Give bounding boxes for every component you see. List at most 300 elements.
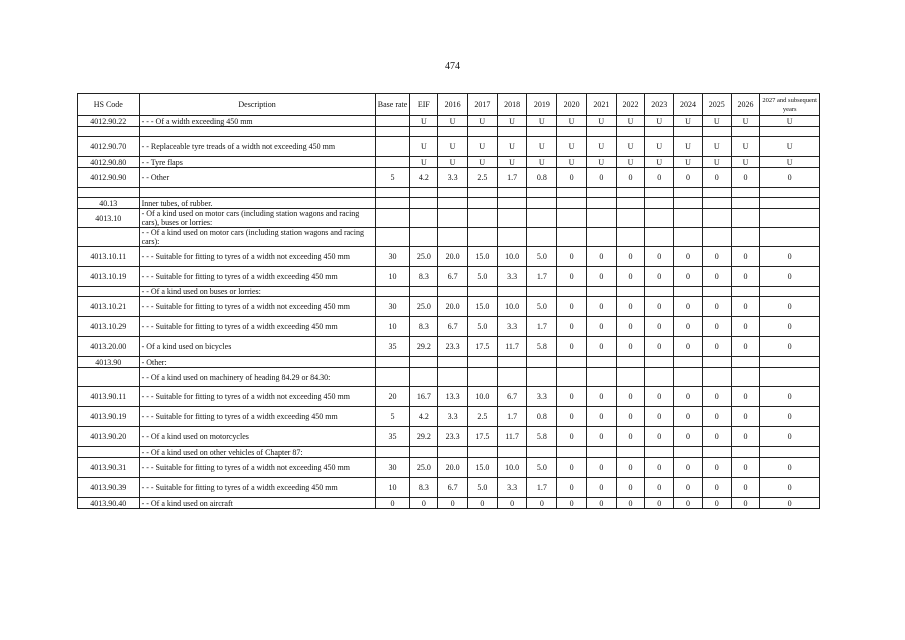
rate-cell: 10.0	[497, 458, 527, 478]
rate-cell: 6.7	[497, 387, 527, 407]
table-row	[78, 407, 820, 427]
rate-cell	[645, 287, 674, 297]
rate-cell: 0	[645, 387, 674, 407]
rate-cell	[410, 127, 438, 137]
hs-code-cell: 4013.90.20	[78, 427, 140, 447]
rate-cell	[645, 447, 674, 458]
rate-cell: 0	[674, 247, 703, 267]
header-2017: 2017	[467, 94, 497, 116]
rate-cell	[410, 447, 438, 458]
rate-cell: 0	[557, 407, 587, 427]
rate-cell	[557, 447, 587, 458]
table-row	[78, 198, 820, 209]
rate-cell: 0	[616, 478, 645, 498]
rate-cell: 0	[616, 297, 645, 317]
rate-cell: U	[557, 137, 587, 157]
hs-code-cell: 4013.90.40	[78, 498, 140, 509]
base-rate-cell: 35	[375, 337, 410, 357]
rate-cell: 0	[645, 427, 674, 447]
rate-cell	[438, 188, 468, 198]
description-cell: - Of a kind used on bicycles	[139, 337, 375, 357]
rate-cell	[438, 198, 468, 209]
hs-code-cell	[78, 228, 140, 247]
rate-cell: U	[586, 157, 616, 168]
rate-cell	[527, 198, 557, 209]
rate-cell: 4.2	[410, 168, 438, 188]
rate-cell	[674, 228, 703, 247]
rate-cell: 2.5	[467, 407, 497, 427]
rate-cell: 0	[645, 168, 674, 188]
rate-cell: 11.7	[497, 337, 527, 357]
rate-cell: U	[527, 116, 557, 127]
rate-cell	[731, 188, 760, 198]
rate-cell: 0	[557, 168, 587, 188]
rate-cell: 10.0	[497, 247, 527, 267]
rate-cell: 17.5	[467, 337, 497, 357]
rate-cell: 5.0	[467, 317, 497, 337]
rate-cell: 0	[645, 297, 674, 317]
rate-cell: 0	[586, 168, 616, 188]
rate-cell	[674, 357, 703, 368]
rate-cell: 0	[702, 267, 731, 287]
hs-code-cell: 4013.90.39	[78, 478, 140, 498]
base-rate-cell: 5	[375, 407, 410, 427]
rate-cell	[674, 287, 703, 297]
table-row	[78, 478, 820, 498]
rate-cell	[497, 447, 527, 458]
rate-cell	[527, 287, 557, 297]
description-cell: - - - Suitable for fitting to tyres of a width not exceeding 450 mm	[139, 297, 375, 317]
rate-cell	[527, 357, 557, 368]
rate-cell: 0	[702, 247, 731, 267]
header-description: Description	[139, 94, 375, 116]
description-cell: - - Of a kind used on motorcycles	[139, 427, 375, 447]
rate-cell	[702, 447, 731, 458]
base-rate-cell: 30	[375, 458, 410, 478]
rate-cell: 0	[645, 478, 674, 498]
rate-cell	[557, 228, 587, 247]
rate-cell: 0	[557, 317, 587, 337]
rate-cell: 0	[760, 407, 820, 427]
rate-cell: 0	[467, 498, 497, 509]
table-row	[78, 337, 820, 357]
rate-cell: 0.8	[527, 407, 557, 427]
rate-cell: U	[616, 116, 645, 127]
rate-cell	[674, 198, 703, 209]
base-rate-cell: 30	[375, 247, 410, 267]
rate-cell: 20.0	[438, 458, 468, 478]
rate-cell	[731, 357, 760, 368]
hs-code-cell	[78, 447, 140, 458]
table-row	[78, 447, 820, 458]
rate-cell: 0	[557, 337, 587, 357]
rate-cell	[467, 357, 497, 368]
rate-cell	[674, 368, 703, 387]
table-row	[78, 287, 820, 297]
rate-cell	[410, 188, 438, 198]
rate-cell	[557, 209, 587, 228]
rate-cell: 23.3	[438, 337, 468, 357]
rate-cell	[645, 357, 674, 368]
rate-cell	[645, 198, 674, 209]
rate-cell	[760, 368, 820, 387]
rate-cell: 0	[616, 267, 645, 287]
rate-cell: U	[438, 116, 468, 127]
hs-code-cell: 4012.90.22	[78, 116, 140, 127]
rate-cell: 0	[586, 317, 616, 337]
rate-cell: 0	[557, 478, 587, 498]
rate-cell	[527, 127, 557, 137]
rate-cell: 0	[616, 387, 645, 407]
rate-cell	[557, 127, 587, 137]
rate-cell: 3.3	[497, 317, 527, 337]
base-rate-cell	[375, 188, 410, 198]
rate-cell: 10.0	[497, 297, 527, 317]
rate-cell	[731, 127, 760, 137]
rate-cell: 0	[702, 168, 731, 188]
base-rate-cell	[375, 447, 410, 458]
rate-cell: 0	[731, 317, 760, 337]
rate-cell: U	[467, 116, 497, 127]
table-row	[78, 127, 820, 137]
description-cell: - - - Suitable for fitting to tyres of a width not exceeding 450 mm	[139, 387, 375, 407]
rate-cell: U	[760, 137, 820, 157]
header-2025: 2025	[702, 94, 731, 116]
rate-cell: 0	[557, 297, 587, 317]
hs-code-cell: 4013.10.29	[78, 317, 140, 337]
rate-cell: 0	[674, 168, 703, 188]
rate-cell: 0	[586, 247, 616, 267]
rate-cell	[702, 198, 731, 209]
rate-cell: 0	[731, 168, 760, 188]
description-cell: - - - Suitable for fitting to tyres of a width exceeding 450 mm	[139, 478, 375, 498]
rate-cell: 3.3	[497, 478, 527, 498]
rate-cell	[586, 209, 616, 228]
table-row	[78, 168, 820, 188]
hs-code-cell: 40.13	[78, 198, 140, 209]
rate-cell: 16.7	[410, 387, 438, 407]
rate-cell	[616, 209, 645, 228]
rate-cell: 0	[586, 407, 616, 427]
rate-cell: 0	[616, 498, 645, 509]
rate-cell	[674, 188, 703, 198]
rate-cell: 0	[616, 337, 645, 357]
rate-cell	[467, 287, 497, 297]
rate-cell: 0	[731, 407, 760, 427]
rate-cell	[557, 188, 587, 198]
rate-cell: 0	[645, 337, 674, 357]
description-cell: - - Of a kind used on buses or lorries:	[139, 287, 375, 297]
rate-cell: 4.2	[410, 407, 438, 427]
rate-cell	[467, 188, 497, 198]
rate-cell	[410, 228, 438, 247]
rate-cell: U	[616, 137, 645, 157]
description-cell: - Of a kind used on motor cars (including station wagons and racing cars), buses or lorries:	[139, 209, 375, 228]
rate-cell: 0	[731, 267, 760, 287]
rate-cell: 25.0	[410, 297, 438, 317]
rate-cell: 1.7	[527, 478, 557, 498]
rate-cell: U	[557, 157, 587, 168]
table-row	[78, 116, 820, 127]
rate-cell: 0	[674, 458, 703, 478]
header-2021: 2021	[586, 94, 616, 116]
rate-cell: 3.3	[438, 407, 468, 427]
rate-cell: 29.2	[410, 427, 438, 447]
rate-cell	[438, 287, 468, 297]
rate-cell: U	[467, 137, 497, 157]
table-row	[78, 267, 820, 287]
rate-cell	[731, 447, 760, 458]
base-rate-cell	[375, 198, 410, 209]
rate-cell: 0	[731, 297, 760, 317]
rate-cell: 0	[438, 498, 468, 509]
rate-cell: 0	[760, 387, 820, 407]
rate-cell: 0	[674, 387, 703, 407]
rate-cell: 20.0	[438, 297, 468, 317]
rate-cell	[586, 287, 616, 297]
rate-cell: 0	[586, 267, 616, 287]
rate-cell: 11.7	[497, 427, 527, 447]
rate-cell	[410, 287, 438, 297]
rate-cell	[497, 357, 527, 368]
rate-cell	[438, 209, 468, 228]
rate-cell: 0	[731, 478, 760, 498]
rate-cell: 0	[702, 407, 731, 427]
header-2020: 2020	[557, 94, 587, 116]
table-row	[78, 498, 820, 509]
rate-cell	[760, 447, 820, 458]
rate-cell	[438, 447, 468, 458]
header-base-rate: Base rate	[375, 94, 410, 116]
header-2018: 2018	[497, 94, 527, 116]
rate-cell	[557, 287, 587, 297]
hs-code-cell: 4013.10.19	[78, 267, 140, 287]
rate-cell: 0	[702, 427, 731, 447]
hs-code-cell: 4013.20.00	[78, 337, 140, 357]
rate-cell: 0	[616, 247, 645, 267]
rate-cell	[702, 228, 731, 247]
rate-cell: 3.3	[438, 168, 468, 188]
rate-cell: 0	[702, 387, 731, 407]
rate-cell: 0	[760, 247, 820, 267]
rate-cell: U	[586, 116, 616, 127]
rate-cell: U	[557, 116, 587, 127]
rate-cell	[438, 127, 468, 137]
rate-cell	[527, 368, 557, 387]
rate-cell	[467, 368, 497, 387]
rate-cell	[760, 188, 820, 198]
base-rate-cell: 35	[375, 427, 410, 447]
hs-code-cell: 4013.10.11	[78, 247, 140, 267]
description-cell: - - Of a kind used on motor cars (including station wagons and racing cars):	[139, 228, 375, 247]
rate-cell: 3.3	[497, 267, 527, 287]
rate-cell: 0	[674, 407, 703, 427]
rate-cell: 15.0	[467, 297, 497, 317]
rate-cell: 10.0	[467, 387, 497, 407]
rate-cell: 0	[674, 498, 703, 509]
rate-cell: 5.0	[527, 247, 557, 267]
rate-cell: 20.0	[438, 247, 468, 267]
rate-cell: U	[616, 157, 645, 168]
rate-cell: 17.5	[467, 427, 497, 447]
base-rate-cell: 30	[375, 297, 410, 317]
rate-cell	[616, 127, 645, 137]
tariff-schedule-table	[77, 93, 820, 509]
description-cell: - - - Suitable for fitting to tyres of a width exceeding 450 mm	[139, 407, 375, 427]
rate-cell	[760, 228, 820, 247]
rate-cell: U	[497, 137, 527, 157]
rate-cell: 0	[586, 427, 616, 447]
rate-cell	[616, 188, 645, 198]
header-2026: 2026	[731, 94, 760, 116]
hs-code-cell: 4013.90.19	[78, 407, 140, 427]
hs-code-cell: 4012.90.70	[78, 137, 140, 157]
table-row	[78, 357, 820, 368]
header-hs-code: HS Code	[78, 94, 140, 116]
base-rate-cell: 10	[375, 267, 410, 287]
rate-cell: 1.7	[527, 317, 557, 337]
rate-cell: 5.0	[467, 478, 497, 498]
rate-cell	[497, 127, 527, 137]
rate-cell: U	[586, 137, 616, 157]
hs-code-cell	[78, 127, 140, 137]
rate-cell: 0	[760, 297, 820, 317]
rate-cell	[702, 127, 731, 137]
description-cell	[139, 188, 375, 198]
rate-cell: 0	[731, 247, 760, 267]
rate-cell	[438, 368, 468, 387]
rate-cell: 0	[760, 317, 820, 337]
description-cell: - - Of a kind used on machinery of heading 84.29 or 84.30:	[139, 368, 375, 387]
rate-cell: 0	[557, 267, 587, 287]
description-cell: - - Of a kind used on other vehicles of Chapter 87:	[139, 447, 375, 458]
rate-cell: 23.3	[438, 427, 468, 447]
rate-cell: U	[760, 157, 820, 168]
rate-cell: U	[674, 116, 703, 127]
base-rate-cell: 5	[375, 168, 410, 188]
header-2024: 2024	[674, 94, 703, 116]
rate-cell	[760, 209, 820, 228]
rate-cell: 0	[586, 458, 616, 478]
header-2023: 2023	[645, 94, 674, 116]
rate-cell: 0	[760, 458, 820, 478]
rate-cell: 25.0	[410, 247, 438, 267]
rate-cell: U	[438, 157, 468, 168]
rate-cell: 0	[616, 407, 645, 427]
rate-cell: 0	[702, 337, 731, 357]
rate-cell	[467, 198, 497, 209]
description-cell: - Other:	[139, 357, 375, 368]
rate-cell	[760, 127, 820, 137]
rate-cell: 0	[497, 498, 527, 509]
rate-cell: 8.3	[410, 317, 438, 337]
rate-cell: 0	[760, 427, 820, 447]
rate-cell: 8.3	[410, 478, 438, 498]
rate-cell	[586, 188, 616, 198]
rate-cell	[586, 198, 616, 209]
rate-cell: 6.7	[438, 267, 468, 287]
rate-cell	[674, 127, 703, 137]
base-rate-cell	[375, 228, 410, 247]
header-2016: 2016	[438, 94, 468, 116]
rate-cell	[731, 287, 760, 297]
rate-cell: U	[410, 157, 438, 168]
table-row	[78, 137, 820, 157]
description-cell: - - Replaceable tyre treads of a width not exceeding 450 mm	[139, 137, 375, 157]
rate-cell: 0	[410, 498, 438, 509]
rate-cell: 0	[674, 297, 703, 317]
rate-cell: U	[674, 137, 703, 157]
rate-cell	[616, 287, 645, 297]
rate-cell: 0	[616, 317, 645, 337]
rate-cell: 0	[702, 458, 731, 478]
rate-cell: 0	[760, 478, 820, 498]
rate-cell: 6.7	[438, 478, 468, 498]
rate-cell: 15.0	[467, 247, 497, 267]
rate-cell: U	[645, 157, 674, 168]
rate-cell: 0	[674, 427, 703, 447]
rate-cell: U	[410, 137, 438, 157]
rate-cell	[438, 357, 468, 368]
rate-cell: 0	[645, 317, 674, 337]
rate-cell: U	[410, 116, 438, 127]
table-row	[78, 427, 820, 447]
rate-cell: 5.8	[527, 427, 557, 447]
description-cell: - - - Suitable for fitting to tyres of a width not exceeding 450 mm	[139, 458, 375, 478]
rate-cell: 2.5	[467, 168, 497, 188]
rate-cell: 6.7	[438, 317, 468, 337]
rate-cell	[410, 357, 438, 368]
rate-cell: 0	[645, 407, 674, 427]
rate-cell: 0	[557, 387, 587, 407]
rate-cell	[616, 447, 645, 458]
rate-cell: 0	[674, 317, 703, 337]
rate-cell	[586, 357, 616, 368]
rate-cell: 0	[557, 458, 587, 478]
table-row	[78, 247, 820, 267]
description-cell: - - - Suitable for fitting to tyres of a width exceeding 450 mm	[139, 267, 375, 287]
rate-cell	[438, 228, 468, 247]
table-row	[78, 209, 820, 228]
rate-cell	[497, 287, 527, 297]
base-rate-cell	[375, 157, 410, 168]
rate-cell: U	[731, 157, 760, 168]
rate-cell: U	[645, 116, 674, 127]
rate-cell: U	[497, 116, 527, 127]
hs-code-cell	[78, 188, 140, 198]
page-number: 474	[445, 61, 460, 72]
base-rate-cell: 20	[375, 387, 410, 407]
rate-cell	[616, 228, 645, 247]
rate-cell	[527, 188, 557, 198]
table-row	[78, 458, 820, 478]
rate-cell: U	[497, 157, 527, 168]
rate-cell: U	[731, 116, 760, 127]
rate-cell	[497, 198, 527, 209]
rate-cell: 0	[731, 337, 760, 357]
rate-cell: 0	[645, 267, 674, 287]
rate-cell	[467, 228, 497, 247]
rate-cell: 0	[557, 498, 587, 509]
rate-cell	[527, 228, 557, 247]
rate-cell	[497, 209, 527, 228]
rate-cell	[674, 209, 703, 228]
description-cell: - - - Suitable for fitting to tyres of a width exceeding 450 mm	[139, 317, 375, 337]
header-2019: 2019	[527, 94, 557, 116]
rate-cell: 0	[586, 387, 616, 407]
rate-cell	[731, 198, 760, 209]
rate-cell: 0	[557, 427, 587, 447]
